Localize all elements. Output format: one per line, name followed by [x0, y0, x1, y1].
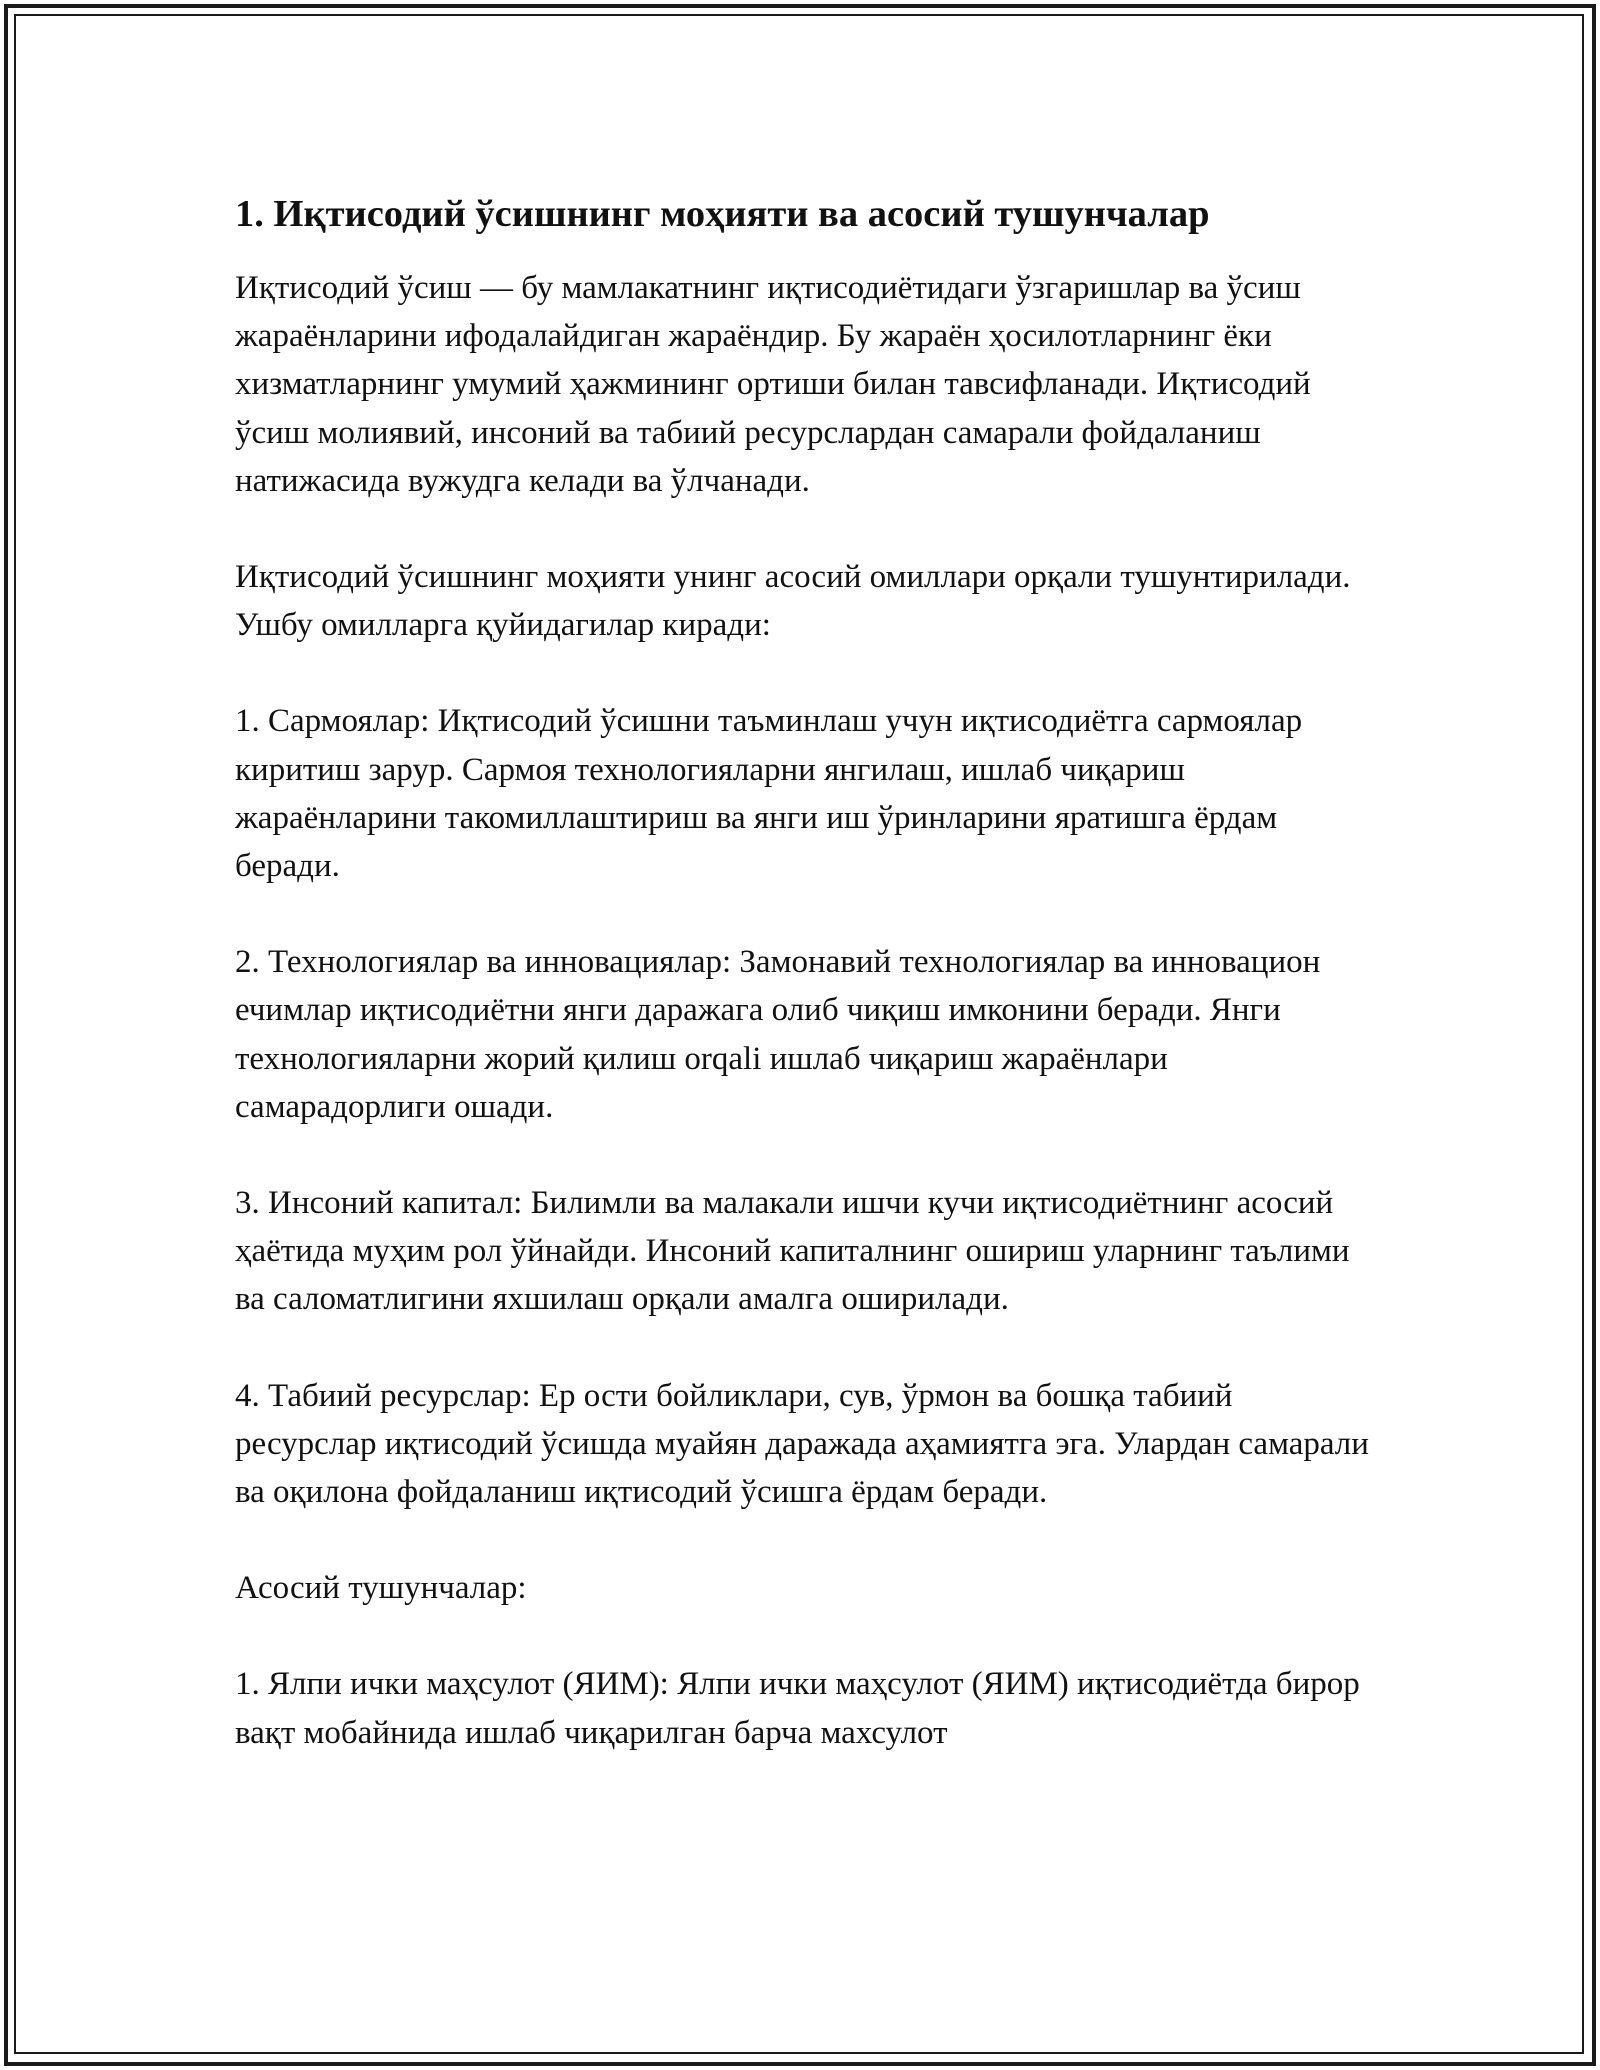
paragraph-key-concepts-label: Асосий тушунчалар: — [235, 1570, 527, 1607]
paragraph-intro: Иқтисодий ўсиш — бу мамлакатнинг иқтисодиётидаги ўзгаришлар ва ўсиш жараёнларини ифодалайдиган жараёндир. Бу жараён ҳосилотларнинг ёки хизматларнинг умумий ҳажмининг ортиши билан тавсифланади. Иқтисодий ўсиш молиявий, инсоний ва табиий ресурслардан самарали фойдаланиш натижасида вужудга келади ва ўлчанади. — [235, 270, 1311, 499]
document-body — [235, 188, 1375, 1757]
paragraph-technologies: 2. Технологиялар ва инновациялар: Замонавий технологиялар ва инновацион ечимлар иқтисодиётни янги даражага олиб чиқиш имконини беради. Янги технологияларни жорий қилиш orqali ишлаб чиқариш жараёнлари самарадорлиги ошади. — [235, 944, 1321, 1125]
paragraph-factors-intro: Иқтисодий ўсишнинг моҳияти унинг асосий омиллари орқали тушунтирилади. Ушбу омилларга қуйидагилар киради: — [235, 559, 1351, 644]
paragraph-gdp: 1. Ялпи ички маҳсулот (ЯИМ): Ялпи ички маҳсулот (ЯИМ) иқтисодиётда бирор вақт мобайнида ишлаб чиқарилган барча махсулот — [235, 1666, 1360, 1751]
paragraph-human-capital: 3. Инсоний капитал: Билимли ва малакали ишчи кучи иқтисодиётнинг асосий ҳаётида муҳим рол ўйнайди. Инсоний капиталнинг ошириш уларнинг таълими ва саломатлигини яхшилаш орқали амалга оширилади. — [235, 1185, 1350, 1318]
paragraph-natural-resources: 4. Табиий ресурслар: Ер ости бойликлари, сув, ўрмон ва бошқа табиий ресурслар иқтисодий ўсишда муайян даражада аҳамиятга эга. Улардан самарали ва оқилона фойдаланиш иқтисодий ўсишга ёрдам беради. — [235, 1377, 1369, 1511]
section-heading: 1. Иқтисодий ўсишнинг моҳияти ва асосий тушунчалар — [235, 193, 1210, 235]
paragraph-investments: 1. Сармоялар: Иқтисодий ўсишни таъминлаш учун иқтисодиётга сармоялар киритиш зарур. Сармоя технологияларни янгилаш, ишлаб чиқариш жараёнларини такомиллаштириш ва янги иш ўринларини яратишга ёрдам беради. — [235, 703, 1303, 885]
